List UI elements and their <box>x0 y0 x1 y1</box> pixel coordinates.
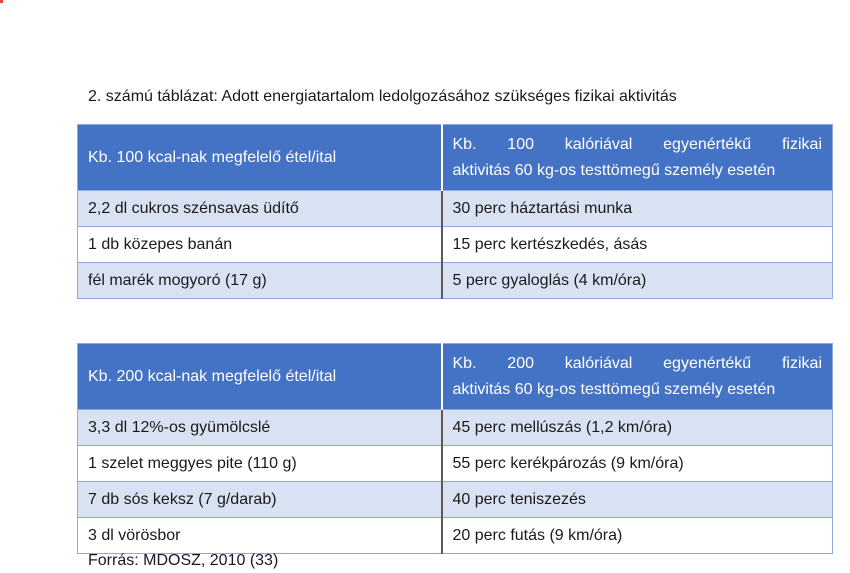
table-row <box>78 518 833 554</box>
table-header-row <box>78 125 833 191</box>
activity-cell: 5 perc gyaloglás (4 km/óra) <box>442 263 833 299</box>
table-row <box>78 446 833 482</box>
table-row <box>78 263 833 299</box>
food-cell: 2,2 dl cukros szénsavas üdítő <box>78 191 442 227</box>
header-activity-line1: Kb. 200 kalóriával egyenértékű fizikai <box>452 354 822 372</box>
food-cell: fél marék mogyoró (17 g) <box>78 263 442 299</box>
food-cell: 7 db sós keksz (7 g/darab) <box>78 482 442 518</box>
energy-table-100kcal <box>77 124 833 299</box>
food-cell: 1 szelet meggyes pite (110 g) <box>78 446 442 482</box>
food-cell: 3 dl vörösbor <box>78 518 442 554</box>
corner-mark <box>0 0 3 3</box>
activity-cell: 30 perc háztartási munka <box>442 191 833 227</box>
food-cell: 3,3 dl 12%-os gyümölcslé <box>78 410 442 446</box>
table-caption: 2. számú táblázat: Adott energiatartalom ledolgozásához szükséges fizikai aktivitás <box>88 88 677 105</box>
header-food: Kb. 100 kcal-nak megfelelő étel/ital <box>78 125 442 191</box>
activity-cell: 20 perc futás (9 km/óra) <box>442 518 833 554</box>
table-row <box>78 227 833 263</box>
table-header-row <box>78 344 833 410</box>
table-row <box>78 410 833 446</box>
activity-cell: 15 perc kertészkedés, ásás <box>442 227 833 263</box>
source-note: Forrás: MDOSZ, 2010 (33) <box>88 552 279 569</box>
activity-cell: 55 perc kerékpározás (9 km/óra) <box>442 446 833 482</box>
table-row <box>78 482 833 518</box>
food-cell: 1 db közepes banán <box>78 227 442 263</box>
header-activity-line1: Kb. 100 kalóriával egyenértékű fizikai <box>452 135 822 153</box>
header-activity-line2: aktivitás 60 kg-os testtömegű személy esetén <box>452 380 776 398</box>
header-activity <box>442 125 833 191</box>
table-row <box>78 191 833 227</box>
energy-table-200kcal <box>77 343 833 554</box>
header-activity <box>442 344 833 410</box>
header-food: Kb. 200 kcal-nak megfelelő étel/ital <box>78 344 442 410</box>
header-activity-line2: aktivitás 60 kg-os testtömegű személy esetén <box>452 161 776 179</box>
activity-cell: 40 perc teniszezés <box>442 482 833 518</box>
activity-cell: 45 perc mellúszás (1,2 km/óra) <box>442 410 833 446</box>
